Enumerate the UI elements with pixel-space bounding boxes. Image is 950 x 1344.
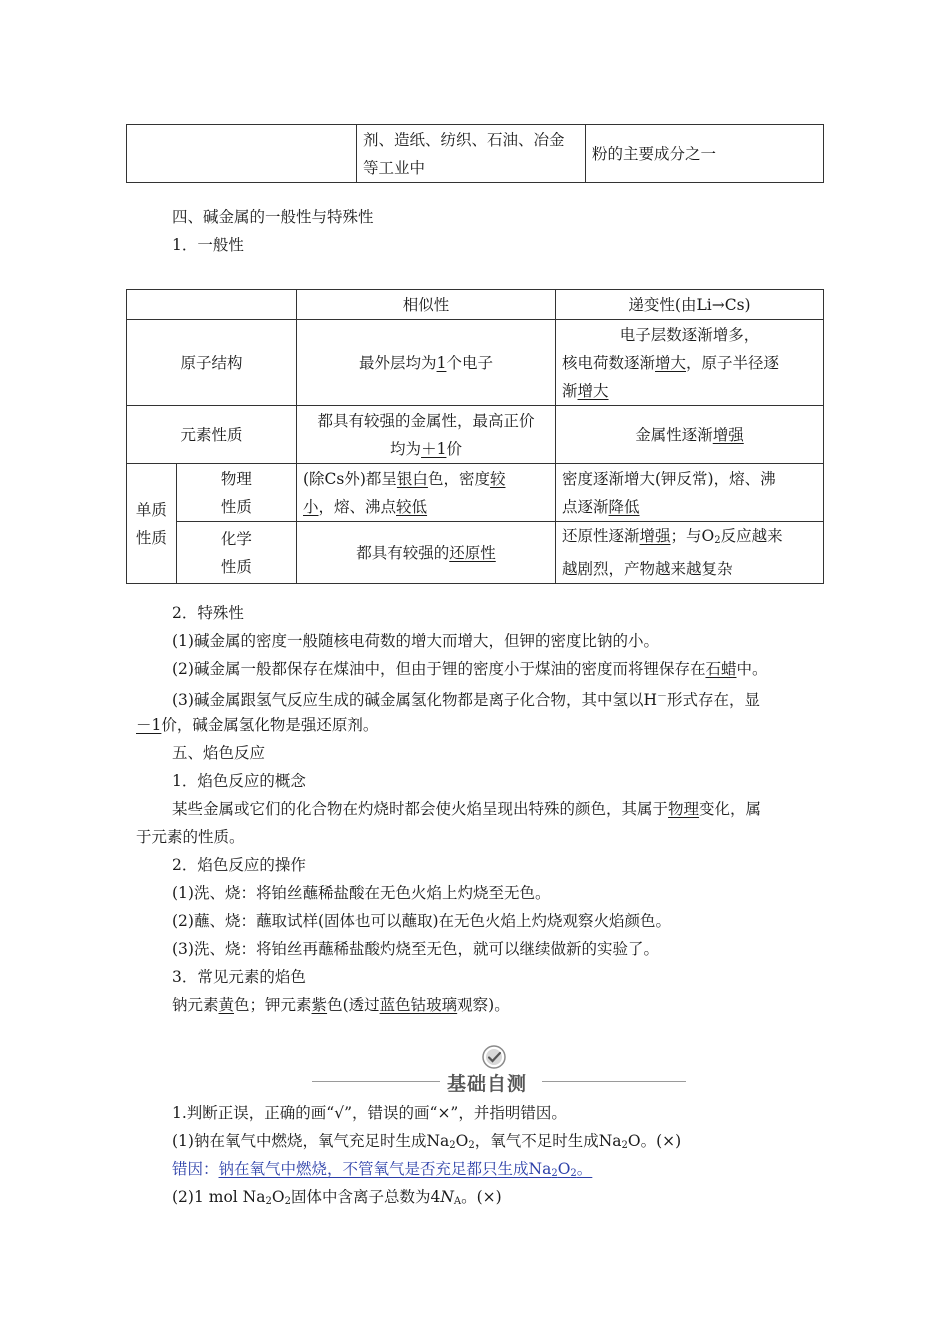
- header-empty-cell: [127, 290, 297, 320]
- physical-similar: (除Cs外)都呈银白色，密度较 小，熔、沸点较低: [297, 464, 556, 522]
- element-label: 元素性质: [127, 406, 297, 464]
- banner-line-right: [542, 1081, 686, 1082]
- top-table-cell-mid: [357, 125, 586, 183]
- element-trend: 金属性逐渐增强: [556, 406, 824, 464]
- section5-sub3: 3．常见元素的焰色: [172, 968, 306, 986]
- section5-op3: (3)洗、烧：将铂丝再蘸稀盐酸灼烧至无色，就可以继续做新的实验了。: [172, 940, 659, 958]
- top-table-mid-text: 剂、造纸、纺织、石油、冶金等工业中: [363, 130, 565, 177]
- quiz-q1: (1)钠在氧气中燃烧，氧气充足时生成$Na_2O_2$，氧气不足时生成$Na_2O$。(×): [172, 1132, 682, 1151]
- row-element: [127, 406, 824, 464]
- special-p3-line2: －1价，碱金属氢化物是强还原剂。: [136, 716, 379, 734]
- section5-heading: 五、焰色反应: [172, 744, 266, 762]
- atomic-trend-line3: 渐增大: [562, 381, 609, 400]
- atomic-trend-line2: 核电荷数逐渐增大，原子半径逐: [562, 353, 780, 372]
- element-similar-line1: 都具有较强的金属性，最高正价: [317, 411, 535, 430]
- section5-op2: (2)蘸、烧：蘸取试样(固体也可以蘸取)在无色火焰上灼烧观察火焰颜色。: [172, 912, 672, 930]
- section5-colors: 钠元素黄色；钾元素紫色(透过蓝色钴玻璃观察)。: [172, 996, 510, 1014]
- row-physical: [127, 464, 824, 522]
- physical-trend: 密度逐渐增大(钾反常)，熔、沸 点逐渐降低: [556, 464, 824, 522]
- physical-label: 物理 性质: [176, 464, 296, 522]
- quiz-q2: (2)1 mol $Na_2O_2$固体中含离子总数为$4N_A$。(×): [172, 1188, 502, 1207]
- banner-line-left: [312, 1081, 440, 1082]
- row-atomic: [127, 320, 824, 406]
- header-trend: 递变性(由Li→Cs): [556, 290, 824, 320]
- checkmark-circle-icon: [481, 1044, 507, 1070]
- top-table-cell-right: [586, 125, 824, 183]
- section5-sub2: 2．焰色反应的操作: [172, 856, 306, 874]
- top-table-right-text: 粉的主要成分之一: [592, 144, 717, 163]
- special-p2: (2)碱金属一般都保存在煤油中，但由于锂的密度小于煤油的密度而将锂保存在石蜡中。: [172, 660, 768, 678]
- top-table-cell-left: [127, 125, 357, 183]
- section5-p1-line1: 某些金属或它们的化合物在灼烧时都会使火焰呈现出特殊的颜色，其属于物理变化，属: [172, 800, 762, 818]
- special-sub2: 2．特殊性: [172, 604, 244, 622]
- section5-sub1: 1．焰色反应的概念: [172, 772, 306, 790]
- top-table: [126, 124, 824, 183]
- quiz-intro: 1.判断正误，正确的画“√”，错误的画“×”，并指明错因。: [172, 1104, 567, 1122]
- special-p3-line1: (3)碱金属跟氢气反应生成的碱金属氢化物都是离子化合物，其中氢以H－形式存在，显: [172, 691, 761, 709]
- chemical-trend: 还原性逐渐增强；与$O_2$反应越来 越剧烈，产物越来越复杂: [556, 522, 824, 584]
- general-table: [126, 289, 824, 584]
- banner-title: 基础自测: [447, 1073, 528, 1095]
- special-p1: (1)碱金属的密度一般随核电荷数的增大而增大，但钾的密度比钠的小。: [172, 632, 659, 650]
- quiz-a1: 错因：钠在氧气中燃烧，不管氧气是否充足都只生成$Na_2O_2$。: [172, 1160, 593, 1179]
- section5-p1-line2: 于元素的性质。: [136, 828, 245, 846]
- element-similar: [297, 406, 556, 464]
- atomic-trend-line1: 电子层数逐渐增多，: [619, 325, 760, 344]
- atomic-similar: 最外层均为1个电子: [297, 320, 556, 406]
- section4-heading: 四、碱金属的一般性与特殊性: [172, 208, 374, 226]
- chemical-label: 化学 性质: [176, 522, 296, 584]
- section4-sub1: 1．一般性: [172, 236, 244, 254]
- row-chemical: [127, 522, 824, 584]
- atomic-trend: [556, 320, 824, 406]
- general-table-header-row: [127, 290, 824, 320]
- element-similar-line2: 均为＋1价: [390, 439, 462, 458]
- section5-op1: (1)洗、烧：将铂丝蘸稀盐酸在无色火焰上灼烧至无色。: [172, 884, 551, 902]
- header-similar: 相似性: [297, 290, 556, 320]
- chemical-similar: 都具有较强的还原性: [297, 522, 556, 584]
- elemental-label: 单质 性质: [127, 464, 177, 584]
- atomic-label: 原子结构: [127, 320, 297, 406]
